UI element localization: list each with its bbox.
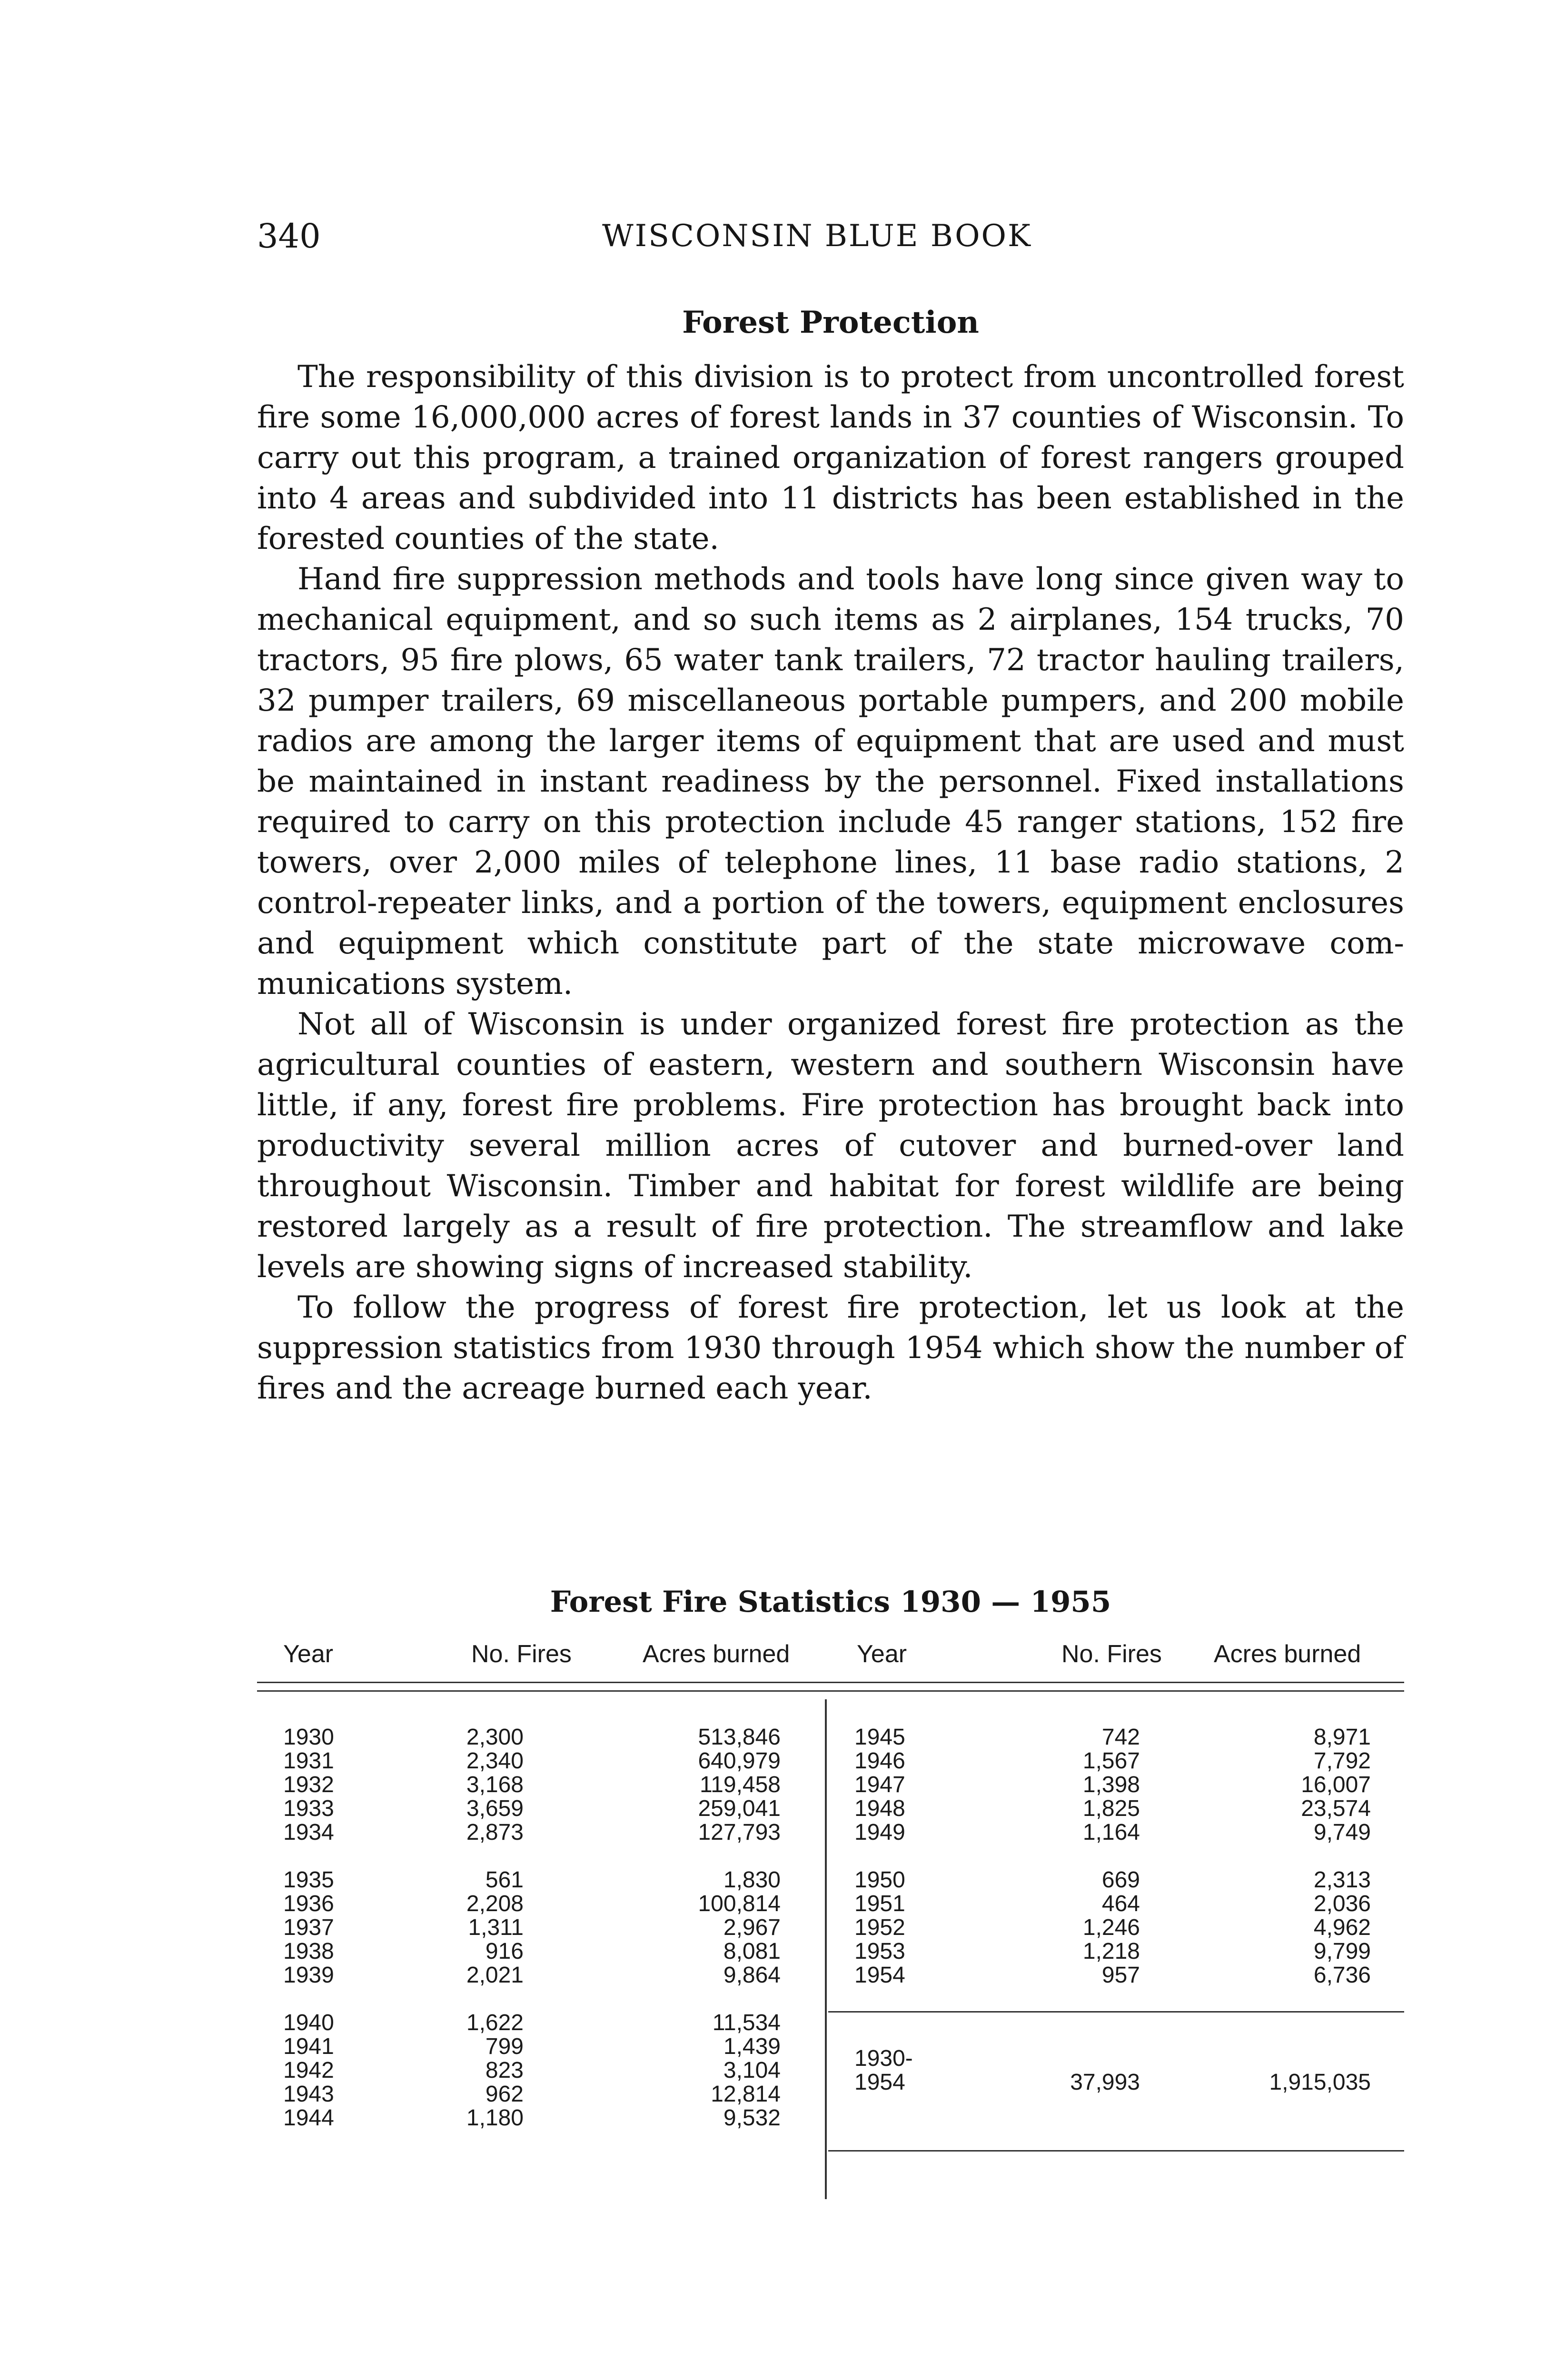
table-row-group <box>828 1726 1380 1854</box>
fire-statistics-table <box>257 1640 1404 2202</box>
year-cell: 1948 <box>854 1796 905 1821</box>
fires-cell: 2,340 <box>466 1748 524 1774</box>
acres-cell: 259,041 <box>698 1796 781 1821</box>
year-cell: 1939 <box>283 1963 334 1988</box>
table-row-group <box>257 1726 809 1854</box>
running-head <box>257 217 1404 259</box>
year-column <box>283 1868 378 1987</box>
paragraph-responsibility: The responsibility of this division is to protect from uncontrolled forest fire some 16,000,000 acres of forest lands in 37 counties of Wisconsin. To carry out this program, a trained organization of forest rangers grouped into 4 areas and subdivided into 11 districts has been established in the forested counties of the state. <box>257 359 1404 556</box>
page-number: 340 <box>257 217 321 256</box>
fires-cell: 1,246 <box>1082 1915 1140 1940</box>
acres-cell: 9,532 <box>723 2105 781 2131</box>
year-cell: 1937 <box>283 1915 334 1940</box>
table-title: Forest Fire Statistics 1930 — 1955 <box>550 1585 1111 1619</box>
section-title: Forest Protection <box>682 305 979 340</box>
fires-cell: 1,311 <box>468 1915 524 1940</box>
summary-row <box>828 2047 1404 2123</box>
acres-cell: 16,007 <box>1301 1772 1371 1797</box>
fires-cell: 742 <box>1101 1725 1140 1750</box>
year-cell: 1945 <box>854 1725 905 1750</box>
summary-year <box>854 2047 950 2094</box>
fires-column <box>990 1726 1140 1844</box>
acres-column <box>1142 1868 1371 1987</box>
acres-cell: 2,313 <box>1313 1867 1371 1893</box>
year-cell: 1949 <box>854 1820 905 1845</box>
fires-cell: 916 <box>485 1939 524 1964</box>
acres-cell: 8,081 <box>723 1939 781 1964</box>
year-cell: 1953 <box>854 1939 905 1964</box>
fires-cell: 1,218 <box>1082 1939 1140 1964</box>
fires-cell: 2,021 <box>466 1963 524 1988</box>
acres-cell: 11,534 <box>712 2010 781 2035</box>
summary-rule <box>828 2011 1404 2013</box>
acres-cell: 2,967 <box>723 1915 781 1940</box>
fires-cell: 3,659 <box>466 1796 524 1821</box>
acres-cell: 6,736 <box>1313 1963 1371 1988</box>
year-cell: 1951 <box>854 1891 905 1916</box>
summary-acres: 1,915,035 <box>1269 2070 1371 2095</box>
fires-cell: 823 <box>485 2058 524 2083</box>
year-column <box>854 1726 950 1844</box>
fires-column <box>381 2011 524 2130</box>
fires-cell: 669 <box>1101 1867 1140 1893</box>
year-cell: 1944 <box>283 2105 334 2131</box>
year-column <box>283 2011 378 2130</box>
body-text <box>257 357 1404 1409</box>
year-cell: 1934 <box>283 1820 334 1845</box>
header-rule <box>257 1690 1404 1692</box>
paragraph-equipment: Hand fire suppression methods and tools have long since given way to mechanical equipment, and so such items as 2 airplanes, 154 trucks, 70 tractors, 95 fire plows, 65 water tank trailers, 72 tractor hauling trailers, 32 pumper trailers, 69 miscellaneous portable pumpers, and 200 mobile radios are among the larger items of equipment that are used and must be maintained in instant readiness by the personnel. Fixed installations required to carry on this protection include 45 ranger stations, 152 fire towers, over 2,000 miles of telephone lines, 11 base radio stations, 2 control-repeater links, and a portion of the towers, equipment enclosures and equipment which constitute part of the state microwave communications system. <box>257 562 1404 1002</box>
table-row-group <box>828 1868 1380 1997</box>
column-header-year: Year <box>283 1640 334 1668</box>
acres-cell: 9,864 <box>723 1963 781 1988</box>
acres-cell: 127,793 <box>698 1820 781 1845</box>
fires-cell: 1,398 <box>1082 1772 1140 1797</box>
fires-cell: 1,164 <box>1082 1820 1140 1845</box>
year-cell: 1954 <box>854 1963 905 1988</box>
fires-cell: 799 <box>485 2034 524 2059</box>
acres-cell: 1,439 <box>723 2034 781 2059</box>
fires-cell: 957 <box>1101 1963 1140 1988</box>
fires-column <box>381 1868 524 1987</box>
fires-column <box>381 1726 524 1844</box>
acres-column <box>524 1868 781 1987</box>
year-cell: 1943 <box>283 2082 334 2107</box>
acres-column <box>1142 1726 1371 1844</box>
header-rule <box>257 1682 1404 1683</box>
acres-cell: 513,846 <box>698 1725 781 1750</box>
year-cell: 1936 <box>283 1891 334 1916</box>
acres-cell: 9,749 <box>1313 1820 1371 1845</box>
acres-cell: 3,104 <box>723 2058 781 2083</box>
acres-cell: 2,036 <box>1313 1891 1371 1916</box>
year-cell: 1942 <box>283 2058 334 2083</box>
acres-cell: 100,814 <box>698 1891 781 1916</box>
year-cell: 1930 <box>283 1725 334 1750</box>
column-header-acres: Acres burned <box>643 1640 790 1668</box>
fires-cell: 1,567 <box>1082 1748 1140 1774</box>
fires-cell: 1,180 <box>466 2105 524 2131</box>
fires-cell: 464 <box>1101 1891 1140 1916</box>
year-cell: 1935 <box>283 1867 334 1893</box>
acres-cell: 9,799 <box>1313 1939 1371 1964</box>
year-column <box>283 1726 378 1844</box>
fires-cell: 2,208 <box>466 1891 524 1916</box>
year-cell: 1932 <box>283 1772 334 1797</box>
column-header-year: Year <box>857 1640 907 1668</box>
summary-year-end: 1954 <box>854 2070 905 2095</box>
fires-cell: 1,622 <box>466 2010 524 2035</box>
acres-cell: 7,792 <box>1313 1748 1371 1774</box>
fires-cell: 2,300 <box>466 1725 524 1750</box>
acres-cell: 23,574 <box>1301 1796 1371 1821</box>
summary-year-start: 1930- <box>854 2046 913 2071</box>
year-cell: 1940 <box>283 2010 334 2035</box>
year-column <box>854 1868 950 1987</box>
year-cell: 1938 <box>283 1939 334 1964</box>
column-divider <box>825 1699 827 2199</box>
fires-cell: 1,825 <box>1082 1796 1140 1821</box>
column-header-fires: No. Fires <box>1061 1640 1162 1668</box>
year-cell: 1946 <box>854 1748 905 1774</box>
column-header-acres: Acres burned <box>1214 1640 1361 1668</box>
column-header-fires: No. Fires <box>471 1640 572 1668</box>
year-cell: 1950 <box>854 1867 905 1893</box>
summary-fires: 37,993 <box>1070 2070 1140 2095</box>
paragraph-statistics-intro: To follow the progress of forest fire protection, let us look at the suppression statistics from 1930 through 1954 which show the number of fires and the acreage burned each year. <box>257 1290 1404 1406</box>
fires-column <box>990 1868 1140 1987</box>
acres-cell: 12,814 <box>711 2082 781 2107</box>
year-cell: 1952 <box>854 1915 905 1940</box>
fires-cell: 962 <box>485 2082 524 2107</box>
acres-cell: 8,971 <box>1313 1725 1371 1750</box>
table-row-group <box>257 2011 809 2140</box>
fires-cell: 561 <box>485 1867 524 1893</box>
table-row-group <box>257 1868 809 1997</box>
acres-cell: 1,830 <box>723 1867 781 1893</box>
acres-column <box>524 1726 781 1844</box>
year-cell: 1941 <box>283 2034 334 2059</box>
book-title: WISCONSIN BLUE BOOK <box>602 218 1032 254</box>
summary-rule <box>828 2150 1404 2152</box>
paragraph-coverage: Not all of Wisconsin is under organized forest fire protection as the agricultural counties of eastern, western and southern Wisconsin have little, if any, forest fire problems. Fire protection has brought back into productivity several million acres of cutover and burned-over land throughout Wisconsin. Timber and habitat for forest wildlife are being restored largely as a result of fire protection. The streamflow and lake levels are showing signs of increased stability. <box>257 1007 1404 1285</box>
fires-cell: 2,873 <box>466 1820 524 1845</box>
year-cell: 1947 <box>854 1772 905 1797</box>
acres-column <box>524 2011 781 2130</box>
fires-cell: 3,168 <box>466 1772 524 1797</box>
acres-cell: 4,962 <box>1313 1915 1371 1940</box>
acres-cell: 640,979 <box>698 1748 781 1774</box>
acres-cell: 119,458 <box>700 1772 781 1797</box>
year-cell: 1933 <box>283 1796 334 1821</box>
year-cell: 1931 <box>283 1748 334 1774</box>
